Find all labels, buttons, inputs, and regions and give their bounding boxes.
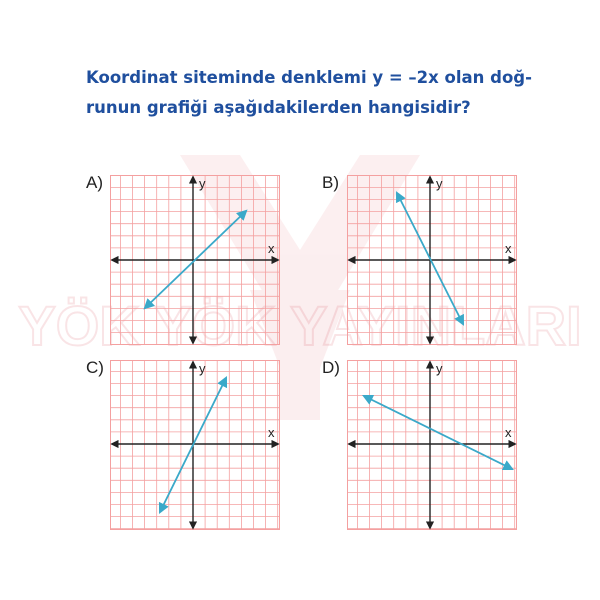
option-d-x-label: x <box>505 425 512 440</box>
option-a-label: A) <box>86 173 103 192</box>
question-line-2: runun grafiği aşağıdakilerden hangisidir? <box>86 98 471 117</box>
option-a-graph <box>110 175 280 345</box>
option-a-y-label: y <box>199 176 206 191</box>
option-c-grid <box>110 360 280 530</box>
option-d-line <box>364 396 512 469</box>
option-b-x-label: x <box>505 241 512 256</box>
option-d-y-label: y <box>436 361 443 376</box>
option-d-graph <box>347 360 517 530</box>
option-c-y-label: y <box>199 361 206 376</box>
question-text <box>86 63 546 123</box>
option-b-label: B) <box>322 173 339 192</box>
option-b-graph <box>347 175 517 345</box>
question-line-1: Koordinat siteminde denklemi y = –2x olan doğ- <box>86 68 532 87</box>
option-d-grid <box>347 360 517 530</box>
option-a-x-label: x <box>268 241 275 256</box>
option-c-graph <box>110 360 280 530</box>
watermark-text: YÖK YÖK YAYINLARI <box>18 294 582 357</box>
option-d-label: D) <box>322 358 340 377</box>
option-c-x-label: x <box>268 425 275 440</box>
option-c-label: C) <box>86 358 104 377</box>
option-b-y-label: y <box>436 176 443 191</box>
